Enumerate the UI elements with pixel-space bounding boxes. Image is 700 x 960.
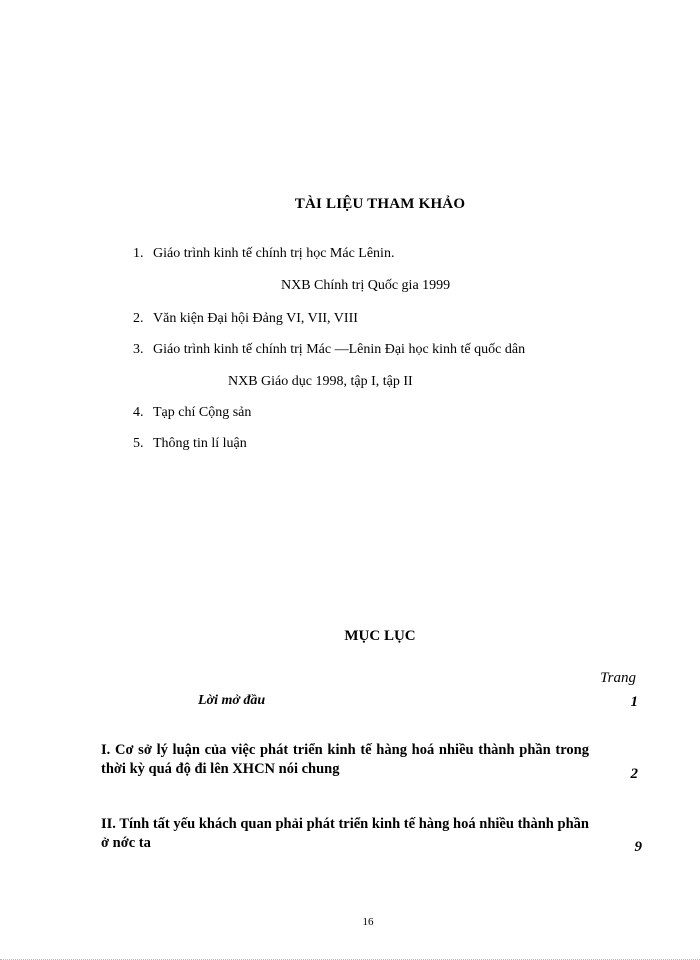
references-title: TÀI LIỆU THAM KHẢO [294, 196, 466, 212]
toc-section-1-page: 2 [630, 766, 638, 782]
reference-number: 4. [133, 405, 144, 420]
page-number: 16 [362, 916, 374, 928]
reference-text: Thông tin lí luận [153, 436, 247, 451]
reference-text: Giáo trình kinh tế chính trị học Mác Lênin. [153, 246, 395, 261]
toc-section-1: I. Cơ sở lý luận của việc phát triển kinh tế hàng hoá nhiều thành phần trong thời kỳ quá độ đi lên XHCN nói chung [101, 742, 589, 777]
reference-number: 3. [133, 342, 144, 357]
reference-item-5 [133, 436, 247, 452]
toc-section-2: II. Tính tất yếu khách quan phải phát triển kinh tế hàng hoá nhiều thành phần ở nớc ta [101, 816, 589, 851]
reference-publisher-1: NXB Chính trị Quốc gia 1999 [281, 278, 451, 293]
reference-number: 5. [133, 436, 144, 451]
reference-text: Giáo trình kinh tế chính trị Mác —Lênin Đại học kinh tế quốc dân [153, 342, 526, 357]
reference-item-3 [133, 342, 525, 358]
toc-intro-label: Lời mở đầu [198, 693, 266, 708]
toc-section-2-page: 9 [634, 839, 642, 855]
toc-intro-page: 1 [630, 694, 638, 710]
reference-number: 1. [133, 246, 144, 261]
reference-item-1 [133, 246, 394, 262]
reference-text: Văn kiện Đại hội Đảng VI, VII, VIII [153, 311, 358, 326]
reference-publisher-3: NXB Giáo dục 1998, tập I, tập II [228, 374, 413, 389]
reference-item-4 [133, 405, 251, 421]
reference-item-2 [133, 311, 358, 327]
reference-text: Tạp chí Cộng sản [153, 405, 252, 420]
toc-page-column-header: Trang [600, 670, 636, 686]
toc-title: MỤC LỤC [344, 628, 416, 644]
reference-number: 2. [133, 311, 144, 326]
